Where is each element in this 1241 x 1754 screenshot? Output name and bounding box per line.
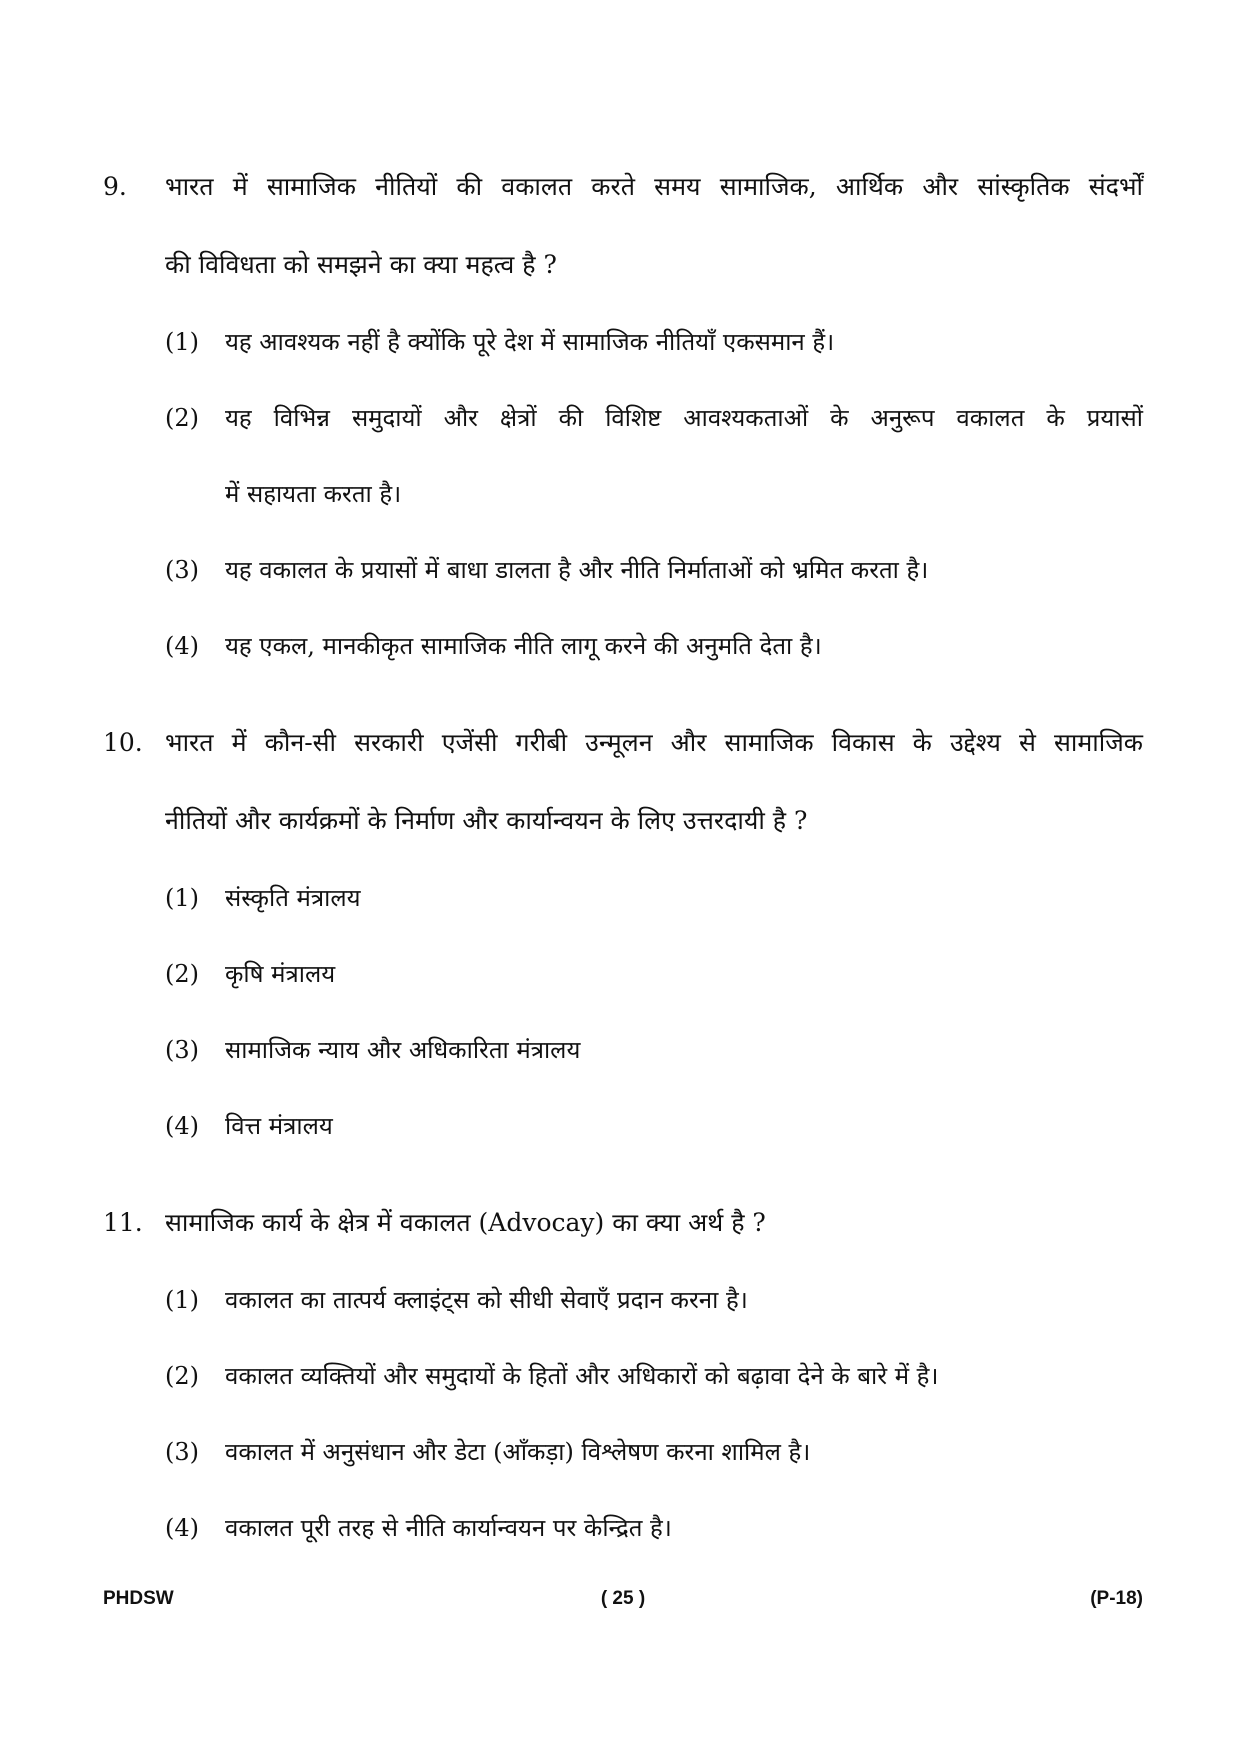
- option-text: वकालत में अनुसंधान और डेटा (आँकड़ा) विश्लेषण करना शामिल है।: [225, 1438, 811, 1466]
- option-2-continued: [103, 456, 1143, 532]
- option-number: (3): [165, 556, 199, 584]
- question-text-line-1: भारत में सामाजिक नीतियों की वकालत करते समय सामाजिक, आर्थिक और सांस्कृतिक संदर्भों: [165, 172, 1143, 201]
- question-10: [103, 704, 1143, 1164]
- option-number: (4): [165, 1514, 199, 1542]
- option-text: यह विभिन्न समुदायों और क्षेत्रों की विशिष्ट आवश्यकताओं के अनुरूप वकालत के प्रयासों: [225, 404, 1143, 432]
- option-4: [103, 1088, 1143, 1164]
- option-number: (3): [165, 1438, 199, 1466]
- option-text: वकालत व्यक्तियों और समुदायों के हितों और अधिकारों को बढ़ावा देने के बारे में है।: [225, 1362, 939, 1390]
- option-text: यह एकल, मानकीकृत सामाजिक नीति लागू करने की अनुमति देता है।: [225, 632, 822, 660]
- question-text-line-2: नीतियों और कार्यक्रमों के निर्माण और कार्यान्वयन के लिए उत्तरदायी है ?: [165, 806, 808, 835]
- page-footer: [103, 1588, 1143, 1618]
- option-text: संस्कृति मंत्रालय: [225, 884, 361, 912]
- option-number: (2): [165, 404, 199, 432]
- option-number: (1): [165, 1286, 199, 1314]
- question-text-line-1: सामाजिक कार्य के क्षेत्र में वकालत (Advocay) का क्या अर्थ है ?: [165, 1208, 766, 1237]
- option-3: [103, 1012, 1143, 1088]
- question-line: [103, 704, 1143, 782]
- option-2: [103, 380, 1143, 456]
- question-line: [103, 1184, 1143, 1262]
- option-text: कृषि मंत्रालय: [225, 960, 336, 988]
- option-text: में सहायता करता है।: [225, 480, 402, 508]
- option-2: [103, 936, 1143, 1012]
- option-number: (4): [165, 632, 199, 660]
- option-2: [103, 1338, 1143, 1414]
- question-line: [103, 226, 1143, 304]
- option-number: (2): [165, 1362, 199, 1390]
- option-text: यह वकालत के प्रयासों में बाधा डालता है और नीति निर्माताओं को भ्रमित करता है।: [225, 556, 929, 584]
- question-11: [103, 1184, 1143, 1566]
- option-text: वकालत का तात्पर्य क्लाइंट्स को सीधी सेवाएँ प्रदान करना है।: [225, 1286, 748, 1314]
- option-3: [103, 1414, 1143, 1490]
- option-3: [103, 532, 1143, 608]
- option-text: यह आवश्यक नहीं है क्योंकि पूरे देश में सामाजिक नीतियाँ एकसमान हैं।: [225, 328, 835, 356]
- question-number: 9.: [103, 172, 127, 201]
- question-line: [103, 148, 1143, 226]
- option-number: (4): [165, 1112, 199, 1140]
- question-9: [103, 148, 1143, 684]
- page-number: ( 25 ): [600, 1588, 646, 1609]
- option-1: [103, 304, 1143, 380]
- option-text: वकालत पूरी तरह से नीति कार्यान्वयन पर केन्द्रित है।: [225, 1514, 672, 1542]
- option-number: (2): [165, 960, 199, 988]
- option-1: [103, 860, 1143, 936]
- question-line: [103, 782, 1143, 860]
- question-number: 10.: [103, 728, 143, 757]
- option-text: वित्त मंत्रालय: [225, 1112, 333, 1140]
- option-number: (3): [165, 1036, 199, 1064]
- option-number: (1): [165, 884, 199, 912]
- question-text-line-2: की विविधता को समझने का क्या महत्व है ?: [165, 250, 557, 279]
- question-text-line-1: भारत में कौन-सी सरकारी एजेंसी गरीबी उन्मूलन और सामाजिक विकास के उद्देश्य से सामाजिक: [165, 728, 1143, 757]
- option-4: [103, 1490, 1143, 1566]
- paper-code: (P-18): [1090, 1588, 1143, 1609]
- course-code: PHDSW: [103, 1588, 174, 1609]
- option-4: [103, 608, 1143, 684]
- option-number: (1): [165, 328, 199, 356]
- option-1: [103, 1262, 1143, 1338]
- option-text: सामाजिक न्याय और अधिकारिता मंत्रालय: [225, 1036, 581, 1064]
- question-number: 11.: [103, 1208, 143, 1237]
